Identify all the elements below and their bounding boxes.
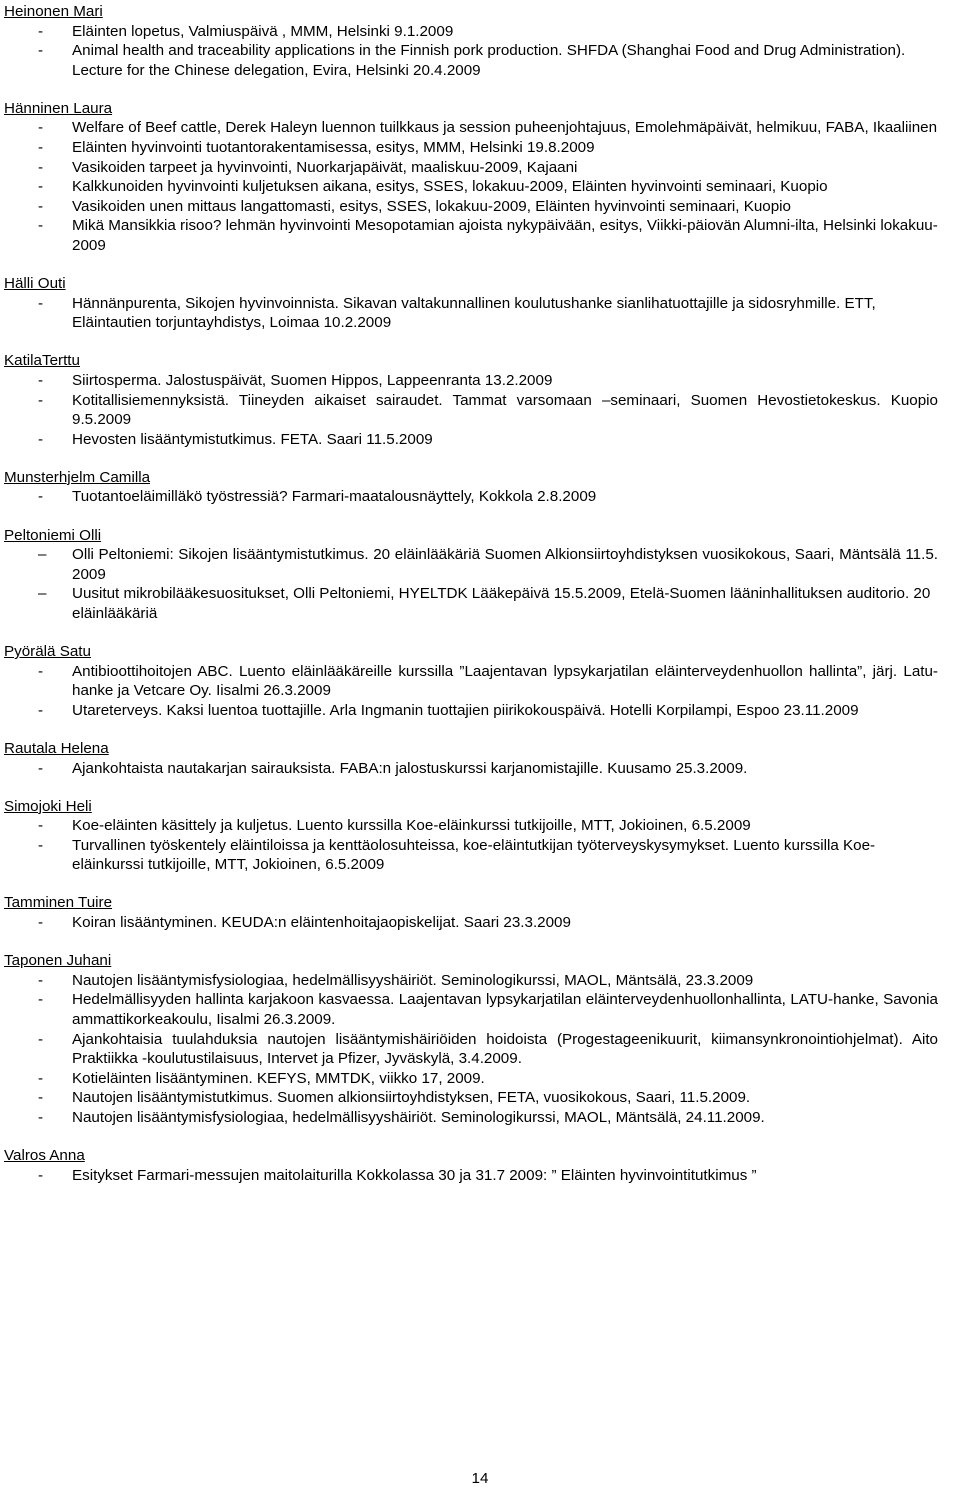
list-item (4, 158, 956, 178)
person-section (4, 893, 956, 932)
entry-text: Utareterveys. Kaksi luentoa tuottajille. Arla Ingmanin tuottajien piirikokouspäivä. Hotelli Korpilampi, Espoo 23.11.2009 (72, 701, 859, 719)
bullet-marker: - (38, 119, 44, 137)
person-section (4, 351, 956, 449)
list-item (4, 22, 956, 42)
entry-text: Antibioottihoitojen ABC. Luento eläinlääkäreille kurssilla ”Laajentavan lypsykarjatilan eläinterveydenhuollon hallinta”, järj. Latu-hanke ja Vetcare Oy. Iisalmi 26.3.2009 (72, 662, 938, 700)
entry-text: Olli Peltoniemi: Sikojen lisääntymistutkimus. 20 eläinlääkäriä Suomen Alkionsiirtoyhdistyksen vuosikokous, Saari, Mäntsälä 11.5. 2009 (72, 546, 938, 583)
entry-text: Uusitut mikrobilääkesuositukset, Olli Peltoniemi, HYELTDK Lääkepäivä 15.5.2009, Etelä-Suomen lääninhallituksen auditorio. 20 eläinlääkäriä (72, 585, 931, 622)
list-item (4, 430, 956, 450)
list-item (4, 138, 956, 158)
list-item (4, 1069, 956, 1089)
entry-text: Hedelmällisyyden hallinta karjakoon kasvaessa. Laajentavan lypsykarjatilan eläinterveydenhuollonhallinta, LATU-hanke, Savonia ammattikorkeakoulu, Iisalmi 26.3.2009. (72, 991, 938, 1028)
person-section (4, 797, 956, 875)
bullet-marker: - (38, 662, 44, 680)
entry-text: Mikä Mansikkia risoo? lehmän hyvinvointi Mesopotamian ajoista nykypäivään, esitys, Viikki-päiovän Alumni-ilta, Helsinki lokakuu-2009 (72, 217, 938, 255)
entry-text: Kalkkunoiden hyvinvointi kuljetuksen aikana, esitys, SSES, lokakuu-2009, Eläinten hyvinvointi seminaari, Kuopio (72, 178, 828, 196)
entry-text: Eläinten hyvinvointi tuotantorakentamisessa, esitys, MMM, Helsinki 19.8.2009 (72, 139, 595, 157)
entry-text: Koiran lisääntyminen. KEUDA:n eläintenhoitajaopiskelijat. Saari 23.3.2009 (72, 914, 571, 932)
entry-text: Kotitallisiemennyksistä. Tiineyden aikaiset sairaudet. Tammat varsomaan –seminaari, Suomen Hevostietokeskus. Kuopio 9.5.2009 (72, 391, 938, 429)
bullet-marker: - (38, 294, 44, 312)
list-item (4, 294, 956, 333)
person-section (4, 951, 956, 1127)
person-list (4, 2, 956, 1185)
bullet-marker: – (38, 585, 47, 603)
entry-text: Esitykset Farmari-messujen maitolaiturilla Kokkolassa 30 ja 31.7 2009: ” Eläinten hyvinvointitutkimus ” (72, 1166, 757, 1184)
entry-text: Koe-eläinten käsittely ja kuljetus. Luento kurssilla Koe-eläinkurssi tutkijoille, MTT, Jokioinen, 6.5.2009 (72, 817, 751, 835)
list-item (4, 177, 956, 197)
person-name: Simojoki Heli (4, 797, 92, 815)
list-item (4, 816, 956, 836)
list-item (4, 216, 956, 255)
entry-text: Vasikoiden tarpeet ja hyvinvointi, Nuorkarjapäivät, maaliskuu-2009, Kajaani (72, 158, 578, 176)
bullet-marker: - (38, 971, 44, 989)
person-section (4, 1146, 956, 1185)
person-name: Hälli Outi (4, 275, 66, 293)
person-name: Pyörälä Satu (4, 643, 91, 661)
list-item (4, 1166, 956, 1186)
bullet-marker: - (38, 42, 44, 60)
list-item (4, 41, 956, 80)
document-page (4, 2, 956, 1204)
bullet-marker: - (38, 488, 44, 506)
bullet-marker: - (38, 991, 44, 1009)
entry-text: Hännänpurenta, Sikojen hyvinvoinnista. Sikavan valtakunnallinen koulutushanke sianlihatuottajille ja sidosryhmille. ETT, Eläintautien torjuntayhdistys, Loimaa 10.2.2009 (72, 294, 876, 332)
list-item (4, 662, 956, 701)
page-number: 14 (471, 1470, 489, 1487)
person-section (4, 642, 956, 720)
entry-text: Kotieläinten lisääntyminen. KEFYS, MMTDK, viikko 17, 2009. (72, 1069, 485, 1087)
bullet-marker: - (38, 217, 44, 235)
person-name: Valros Anna (4, 1147, 85, 1164)
bullet-marker: - (38, 430, 44, 448)
person-name: Heinonen Mari (4, 3, 103, 20)
bullet-marker: - (38, 701, 44, 719)
bullet-marker: – (38, 546, 47, 564)
list-item (4, 1030, 956, 1069)
bullet-marker: - (38, 836, 44, 854)
list-item (4, 118, 956, 138)
person-name: Rautala Helena (4, 739, 109, 757)
bullet-marker: - (38, 391, 44, 409)
bullet-marker: - (38, 1166, 44, 1184)
person-section (4, 99, 956, 256)
bullet-marker: - (38, 22, 44, 40)
entry-text: Animal health and traceability applications in the Finnish pork production. SHFDA (Shanghai Food and Drug Administration). Lecture for the Chinese delegation, Evira, Helsinki 20.4.2009 (72, 42, 906, 79)
entry-text: Siirtosperma. Jalostuspäivät, Suomen Hippos, Lappeenranta 13.2.2009 (72, 372, 553, 389)
bullet-marker: - (38, 139, 44, 157)
person-section (4, 739, 956, 778)
list-item (4, 391, 956, 430)
entry-text: Ajankohtaisia tuulahduksia nautojen lisääntymishäiriöiden hoidoista (Progestageenikuurit, kiimansynkronointiohjelmat). Aito Praktiikka -koulutustilaisuus, Intervet ja Pfizer, Jyväskylä, 3.4.2009. (72, 1030, 938, 1068)
person-name: Hänninen Laura (4, 99, 113, 117)
bullet-marker: - (38, 1089, 44, 1107)
person-section (4, 274, 956, 333)
person-section (4, 2, 956, 80)
list-item (4, 371, 956, 391)
list-item (4, 913, 956, 933)
person-name: KatilaTerttu (4, 352, 80, 370)
bullet-marker: - (38, 817, 44, 835)
entry-text: Tuotantoeläimilläkö työstressiä? Farmari-maatalousnäyttely, Kokkola 2.8.2009 (72, 488, 597, 506)
bullet-marker: - (38, 759, 44, 777)
person-section (4, 468, 956, 507)
entry-text: Nautojen lisääntymisfysiologiaa, hedelmällisyyshäiriöt. Seminologikurssi, MAOL, Mäntsälä, 24.11.2009. (72, 1108, 765, 1126)
bullet-marker: - (38, 914, 44, 932)
person-name: Munsterhjelm Camilla (4, 468, 151, 486)
entry-text: Nautojen lisääntymistutkimus. Suomen alkionsiirtoyhdistyksen, FETA, vuosikokous, Saari, 11.5.2009. (72, 1089, 751, 1107)
entry-text: Nautojen lisääntymisfysiologiaa, hedelmällisyyshäiriöt. Seminologikurssi, MAOL, Mäntsälä, 23.3.2009 (72, 971, 754, 989)
bullet-marker: - (38, 1069, 44, 1087)
person-section (4, 526, 956, 624)
entry-text: Welfare of Beef cattle, Derek Haleyn luennon tuilkkaus ja session puheenjohtajuus, Emolehmäpäivät, helmikuu, FABA, Ikaaliinen (72, 119, 938, 137)
list-item (4, 836, 956, 875)
bullet-marker: - (38, 178, 44, 196)
person-name: Tamminen Tuire (4, 894, 113, 912)
bullet-marker: - (38, 197, 44, 215)
person-name: Peltoniemi Olli (4, 526, 102, 544)
list-item (4, 584, 956, 623)
list-item (4, 759, 956, 779)
person-name: Taponen Juhani (4, 952, 112, 970)
entry-text: Ajankohtaista nautakarjan sairauksista. FABA:n jalostuskurssi karjanomistajille. Kuusamo 25.3.2009. (72, 759, 748, 777)
entry-text: Hevosten lisääntymistutkimus. FETA. Saari 11.5.2009 (72, 430, 433, 448)
list-item (4, 990, 956, 1029)
entry-text: Turvallinen työskentely eläintiloissa ja kenttäolosuhteissa, koe-eläintutkijan työterveyskysymykset. Luento kurssilla Koe-eläinkurssi tutkijoille, MTT, Jokioinen, 6.5.2009 (72, 836, 876, 874)
list-item (4, 1108, 956, 1128)
list-item (4, 545, 956, 584)
list-item (4, 1088, 956, 1108)
entry-text: Vasikoiden unen mittaus langattomasti, esitys, SSES, lokakuu-2009, Eläinten hyvinvointi seminaari, Kuopio (72, 197, 791, 215)
list-item (4, 197, 956, 217)
bullet-marker: - (38, 372, 44, 389)
entry-text: Eläinten lopetus, Valmiuspäivä , MMM, Helsinki 9.1.2009 (72, 22, 454, 40)
list-item (4, 701, 956, 721)
bullet-marker: - (38, 158, 44, 176)
bullet-marker: - (38, 1108, 44, 1126)
list-item (4, 487, 956, 507)
bullet-marker: - (38, 1030, 44, 1048)
list-item (4, 971, 956, 991)
